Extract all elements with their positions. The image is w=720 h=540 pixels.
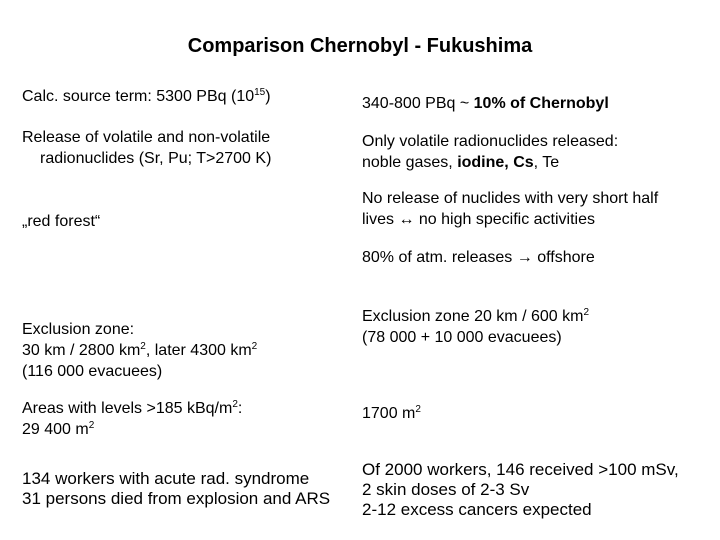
chernobyl-source-term — [22, 86, 271, 107]
short-half-lives-line2: lives ↔ no high specific activities — [362, 211, 595, 228]
exclusion-zone-line2 — [22, 340, 257, 361]
fukushima-exclusion-line1 — [362, 306, 589, 327]
contaminated-area-label: Areas with levels >185 kBq/m — [22, 400, 233, 417]
exclusion-zone-line3: (116 000 evacuees) — [22, 363, 163, 380]
exclusion-zone-area2-exp: 2 — [251, 341, 258, 352]
exclusion-zone-line1: Exclusion zone: — [22, 321, 135, 338]
fukushima-worker-doses — [362, 460, 679, 520]
contaminated-area-line1 — [22, 398, 242, 419]
red-forest: „red forest“ — [22, 213, 101, 230]
worker-doses-line2: 2 skin doses of 2-3 Sv — [362, 480, 530, 499]
fukushima-source-term-bold: 10% of Chernobyl — [473, 95, 609, 112]
fukushima-contaminated-area — [362, 403, 421, 424]
fukushima-contaminated-area-exp: 2 — [415, 404, 421, 415]
exclusion-zone-area2: , later 4300 km — [145, 342, 252, 359]
source-term-text: Calc. source term: 5300 PBq (10 — [22, 88, 255, 105]
chernobyl-casualties — [22, 469, 330, 509]
chernobyl-contaminated-area — [22, 398, 242, 440]
chernobyl-release-line1: Release of volatile and non-volatile — [22, 129, 271, 146]
fukushima-offshore-releases: 80% of atm. releases → offshore — [362, 249, 595, 266]
short-half-lives-line1: No release of nuclides with very short half — [362, 190, 659, 207]
fukushima-source-term — [362, 93, 609, 114]
chernobyl-release — [22, 127, 271, 169]
exclusion-zone-area1: 30 km / 2800 km — [22, 342, 141, 359]
chernobyl-exclusion-zone — [22, 319, 257, 382]
fukushima-source-term-text: 340-800 PBq ~ — [362, 95, 474, 112]
fukushima-exclusion-zone — [362, 306, 589, 348]
contaminated-area-colon: : — [237, 400, 243, 417]
worker-doses-line3: 2-12 excess cancers expected — [362, 500, 592, 519]
te-text: , Te — [533, 154, 560, 171]
iodine-cs-bold: iodine, Cs — [457, 154, 534, 171]
fukushima-release — [362, 131, 618, 173]
fukushima-contaminated-area-value: 1700 m — [362, 405, 416, 422]
casualties-line1: 134 workers with acute rad. syndrome — [22, 469, 310, 488]
page-title: Comparison Chernobyl - Fukushima — [187, 35, 533, 57]
contaminated-area-value: 29 400 m — [22, 421, 89, 438]
fukushima-exclusion-area-exp: 2 — [583, 307, 589, 318]
fukushima-short-half-lives — [362, 188, 658, 230]
fukushima-release-line1: Only volatile radionuclides released: — [362, 133, 619, 150]
contaminated-area-label-exp: 2 — [232, 399, 238, 410]
worker-doses-line1: Of 2000 workers, 146 received >100 mSv, — [362, 460, 679, 479]
contaminated-area-value-exp: 2 — [88, 420, 95, 431]
contaminated-area-line2 — [22, 419, 242, 440]
source-term-close: ) — [265, 88, 271, 105]
exclusion-zone-area1-exp: 2 — [140, 341, 146, 352]
noble-gases-text: noble gases, — [362, 154, 458, 171]
casualties-line2: 31 persons died from explosion and ARS — [22, 489, 331, 508]
fukushima-exclusion-area: Exclusion zone 20 km / 600 km — [362, 308, 584, 325]
chernobyl-release-line2: radionuclides (Sr, Pu; T>2700 K) — [40, 150, 272, 167]
source-term-exponent: 15 — [254, 87, 266, 98]
fukushima-exclusion-line2: (78 000 + 10 000 evacuees) — [362, 329, 562, 346]
fukushima-release-line2 — [362, 152, 618, 173]
